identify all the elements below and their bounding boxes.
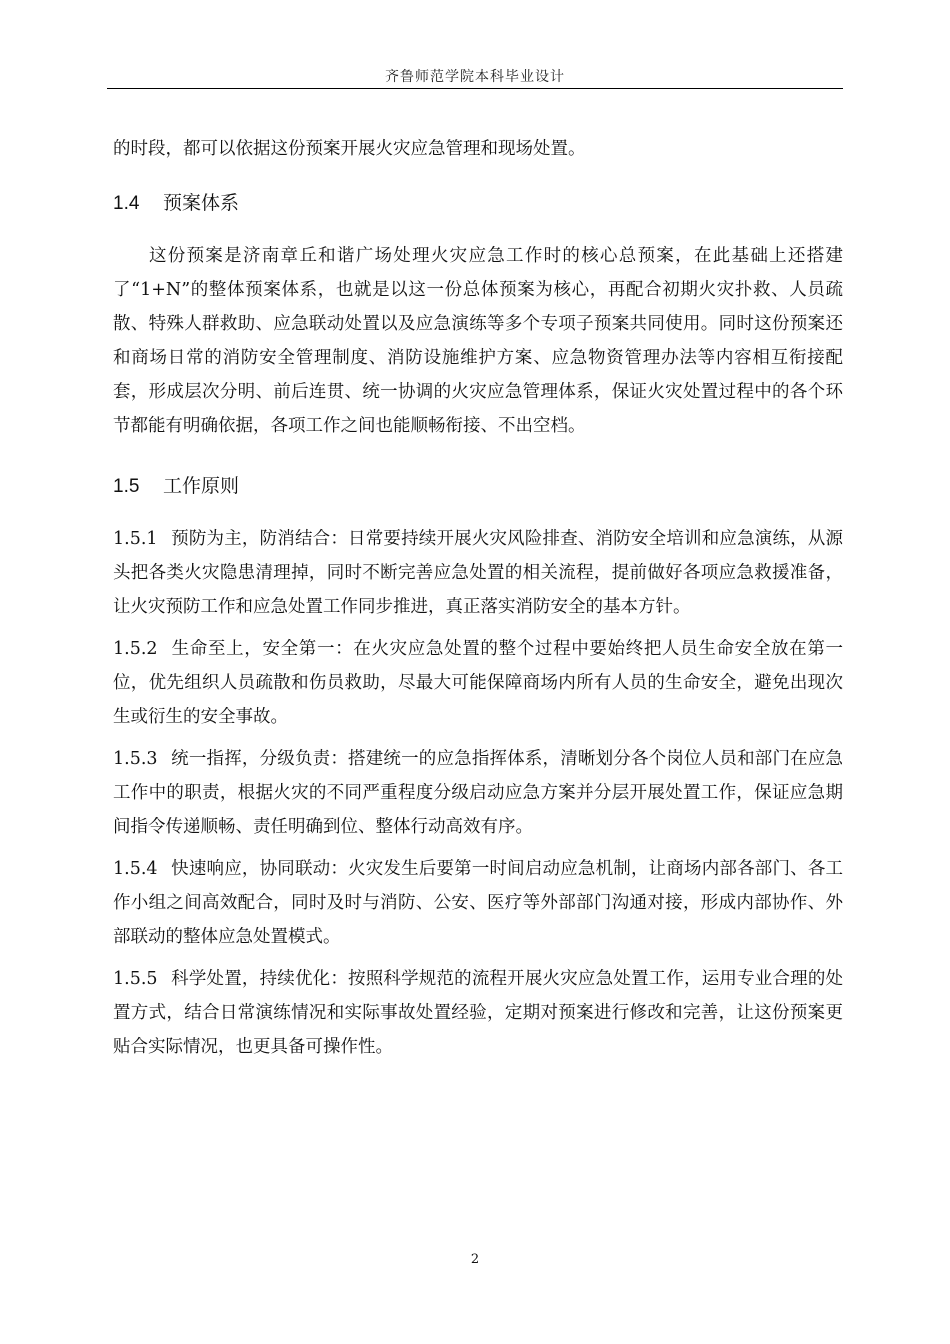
- principle-number: 1.5.3: [113, 749, 158, 769]
- principle-text: 生命至上，安全第一：在火灾应急处置的整个过程中要始终把人员生命安全放在第一位，优先组织人员疏散和伤员救助，尽最大可能保障商场内所有人员的生命安全，避免出现次生或衍生的安全事故。: [113, 639, 843, 727]
- principle-number: 1.5.1: [113, 529, 158, 549]
- section-1-4-paragraph: 这份预案是济南章丘和谐广场处理火灾应急工作时的核心总预案，在此基础上还搭建了“1+N”的整体预案体系，也就是以这一份总体预案为核心，再配合初期火灾扑救、人员疏散、特殊人群救助、应急联动处置以及应急演练等多个专项子预案共同使用。同时这份预案还和商场日常的消防安全管理制度、消防设施维护方案、应急物资管理办法等内容相互衔接配套，形成层次分明、前后连贯、统一协调的火灾应急管理体系，保证火灾处置过程中的各个环节都能有明确依据，各项工作之间也能顺畅衔接、不出空档。: [113, 246, 843, 436]
- principle-text: 科学处置，持续优化：按照科学规范的流程开展火灾应急处置工作，运用专业合理的处置方式，结合日常演练情况和实际事故处置经验，定期对预案进行修改和完善，让这份预案更贴合实际情况，也更具备可操作性。: [113, 969, 843, 1057]
- page-number: 2: [470, 1252, 480, 1267]
- section-number: 1.4: [113, 193, 140, 214]
- section-title: 预案体系: [163, 192, 240, 214]
- running-header: 齐鲁师范学院本科毕业设计: [385, 69, 565, 85]
- principle-number: 1.5.2: [113, 639, 158, 659]
- principle-item: [113, 522, 843, 624]
- section-heading-1-5: [113, 471, 843, 502]
- principle-item: [113, 852, 843, 954]
- page-content: [113, 132, 843, 1072]
- continuation-paragraph: 的时段，都可以依据这份预案开展火灾应急管理和现场处置。: [113, 139, 586, 159]
- header-rule: [107, 88, 843, 89]
- principle-text: 预防为主，防消结合：日常要持续开展火灾风险排查、消防安全培训和应急演练，从源头把各类火灾隐患清理掉，同时不断完善应急处置的相关流程，提前做好各项应急救援准备，让火灾预防工作和应急处置工作同步推进，真正落实消防安全的基本方针。: [113, 529, 843, 617]
- principle-number: 1.5.4: [113, 859, 158, 879]
- principle-item: [113, 962, 843, 1064]
- principle-item: [113, 742, 843, 844]
- section-number: 1.5: [113, 476, 140, 497]
- section-title: 工作原则: [163, 475, 240, 497]
- principle-text: 统一指挥，分级负责：搭建统一的应急指挥体系，清晰划分各个岗位人员和部门在应急工作中的职责，根据火灾的不同严重程度分级启动应急方案并分层开展处置工作，保证应急期间指令传递顺畅、责任明确到位、整体行动高效有序。: [113, 749, 843, 837]
- section-heading-1-4: [113, 188, 843, 219]
- principle-number: 1.5.5: [113, 969, 158, 989]
- principle-text: 快速响应，协同联动：火灾发生后要第一时间启动应急机制，让商场内部各部门、各工作小组之间高效配合，同时及时与消防、公安、医疗等外部部门沟通对接，形成内部协作、外部联动的整体应急处置模式。: [113, 859, 843, 947]
- principle-item: [113, 632, 843, 734]
